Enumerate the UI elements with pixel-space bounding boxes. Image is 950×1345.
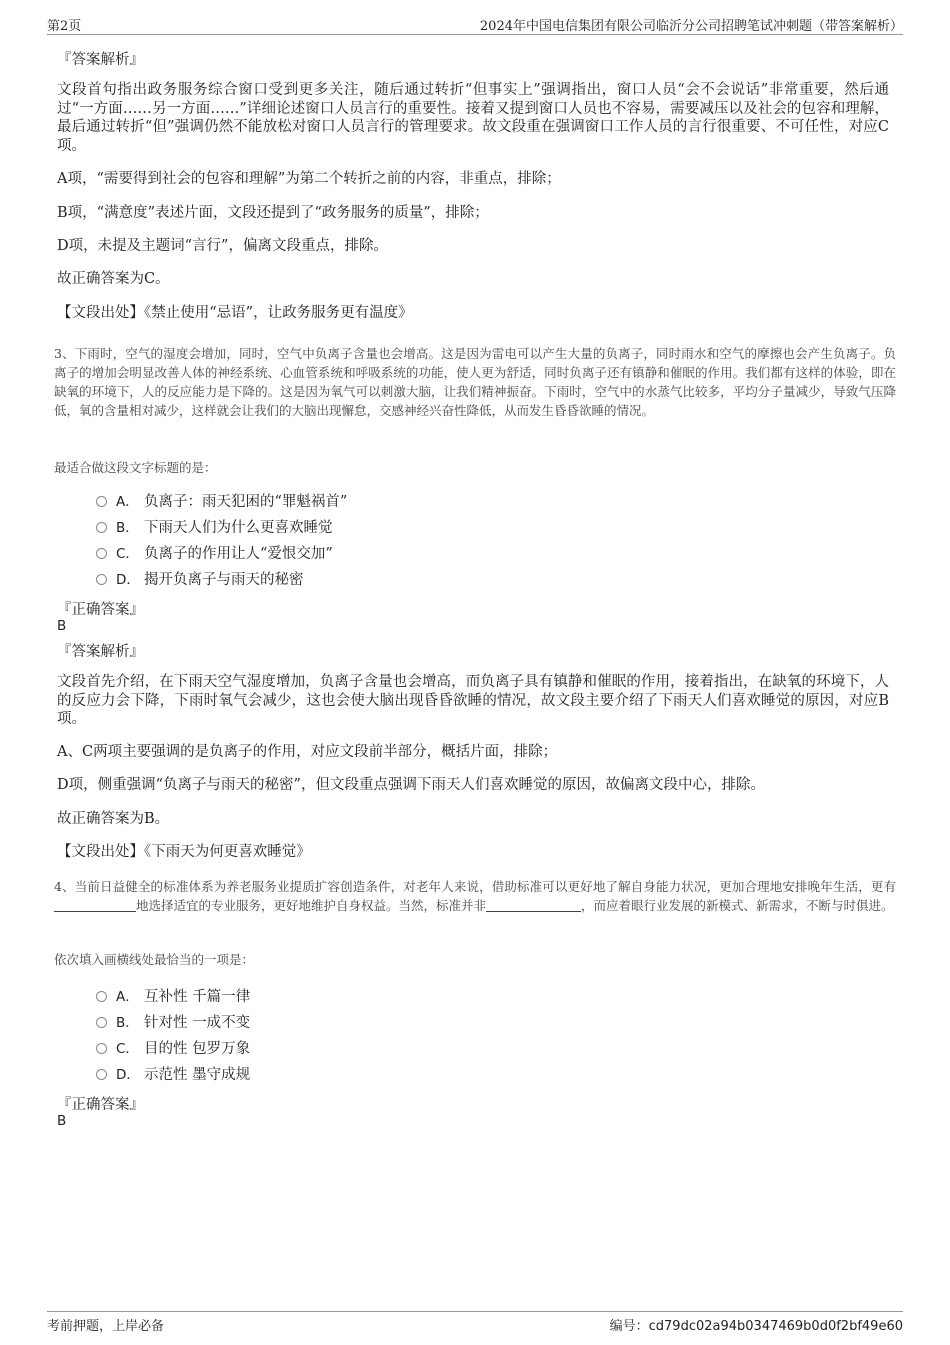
radio-icon[interactable]	[96, 1043, 107, 1054]
q3-option-a-text: 负离子：雨天犯困的“罪魁祸首”	[144, 494, 348, 510]
q4-correct-answer: B	[57, 1113, 67, 1129]
q3-question-text: 3、下雨时，空气的湿度会增加，同时，空气中负离子含量也会增高。这是因为雷电可以产生大量的负离子，同时雨水和空气的摩擦也会产生负离子。负离子的增加会明显改善人体的神经系统、心血管系统和呼吸系统的功能，使人更为舒适，同时负离子还有镇静和催眠的作用。我们都有这样的体验，即在缺氧的环境下，人的反应能力是下降的。这是因为氧气可以刺激大脑，让我们精神振奋。下雨时，空气中的水蒸气比较多，平均分子量减少，导致气压降低，氧的含量相对减少，这样就会让我们的大脑出现懈怠，交感神经兴奋性降低，从而发生昏昏欲睡的情况。	[54, 346, 896, 418]
q3-option-d[interactable]: D． 揭开负离子与雨天的秘密	[96, 570, 304, 590]
q4-option-d-text: 示范性 墨守成规	[144, 1067, 251, 1083]
q4-option-d[interactable]: D． 示范性 墨守成规	[96, 1065, 250, 1085]
radio-icon[interactable]	[96, 574, 107, 585]
q3-option-b-text: 下雨天人们为什么更喜欢睡觉	[144, 520, 333, 536]
radio-icon[interactable]	[96, 1017, 107, 1028]
blank-1	[54, 899, 136, 912]
page-footer	[47, 1311, 903, 1336]
document-code: 编号：cd79dc02a94b0347469b0d0f2bf49e60	[609, 1319, 903, 1334]
q4-option-a[interactable]: A． 互补性 千篇一律	[96, 987, 250, 1007]
q3-option-d-text: 揭开负离子与雨天的秘密	[144, 572, 304, 588]
page-header	[47, 14, 903, 35]
radio-icon[interactable]	[96, 496, 107, 507]
q4-option-c[interactable]: C． 目的性 包罗万象	[96, 1039, 250, 1059]
q2-note-b: B项，“满意度”表述片面，文段还提到了“政务服务的质量”，排除；	[57, 205, 489, 221]
q2-source: 【文段出处】《禁止使用“忌语”，让政务服务更有温度》	[57, 305, 413, 321]
q3-option-b[interactable]: B． 下雨天人们为什么更喜欢睡觉	[96, 518, 333, 538]
q4-question-text: 4、当前日益健全的标准体系为养老服务业提质扩容创造条件，对老年人来说，借助标准可以更好地了解自身能力状况，更加合理地安排晚年生活，更有地选择适宜的专业服务，更好地维护自身权益。当然，标准并非 ，而应着眼行业发展的新模式、新需求，不断与时俱进。	[54, 879, 896, 913]
radio-icon[interactable]	[96, 1069, 107, 1080]
q3-analysis-text: 文段首先介绍，在下雨天空气湿度增加，负离子含量也会增高，而负离子具有镇静和催眠的作用，接着指出，在缺氧的环境下，人的反应力会下降，下雨时氧气会减少，这也会使大脑出现昏昏欲睡的情况，故文段主要介绍了下雨天人们喜欢睡觉的原因，对应B项。	[57, 674, 889, 727]
q3-correct-answer: B	[57, 618, 67, 634]
q3-source: 【文段出处】《下雨天为何更喜欢睡觉》	[57, 844, 311, 860]
q2-note-d: D项，未提及主题词“言行”，偏离文段重点，排除。	[57, 238, 388, 254]
page-number: 第2页	[47, 19, 82, 34]
q3-correct-label: 『正确答案』	[57, 602, 144, 618]
q3-option-c-text: 负离子的作用让人“爱恨交加”	[144, 546, 333, 562]
blank-2	[486, 899, 581, 912]
radio-icon[interactable]	[96, 522, 107, 533]
q3-conclusion: 故正确答案为B。	[57, 811, 170, 827]
document-title: 2024年中国电信集团有限公司临沂分公司招聘笔试冲刺题（带答案解析）	[479, 19, 903, 34]
q4-option-b-text: 针对性 一成不变	[144, 1015, 251, 1031]
radio-icon[interactable]	[96, 548, 107, 559]
q3-option-a[interactable]: A． 负离子：雨天犯困的“罪魁祸首”	[96, 492, 347, 512]
q2-analysis-label: 『答案解析』	[57, 52, 144, 68]
q4-option-a-text: 互补性 千篇一律	[144, 989, 251, 1005]
q4-correct-label: 『正确答案』	[57, 1097, 144, 1113]
q2-conclusion: 故正确答案为C。	[57, 271, 170, 287]
q4-option-c-text: 目的性 包罗万象	[144, 1041, 251, 1057]
q3-prompt: 最适合做这段文字标题的是：	[54, 460, 217, 475]
radio-icon[interactable]	[96, 991, 107, 1002]
q3-option-c[interactable]: C． 负离子的作用让人“爱恨交加”	[96, 544, 333, 564]
q3-analysis-label: 『答案解析』	[57, 644, 144, 660]
q3-note-d: D项，侧重强调“负离子与雨天的秘密”，但文段重点强调下雨天人们喜欢睡觉的原因，故偏离文段中心，排除。	[57, 777, 765, 793]
q3-note-ac: A、C两项主要强调的是负离子的作用，对应文段前半部分，概括片面，排除；	[57, 744, 558, 760]
footer-slogan: 考前押题，上岸必备	[47, 1319, 165, 1334]
q4-prompt: 依次填入画横线处最恰当的一项是：	[54, 952, 255, 967]
q4-option-b[interactable]: B． 针对性 一成不变	[96, 1013, 250, 1033]
q2-analysis-text: 文段首句指出政务服务综合窗口受到更多关注，随后通过转折“但事实上”强调指出，窗口人员“会不会说话”非常重要，然后通过“一方面……另一方面……”详细论述窗口人员言行的重要性。接着又提到窗口人员也不容易，需要减压以及社会的包容和理解，最后通过转折“但”强调仍然不能放松对窗口人员言行的管理要求。故文段重在强调窗口工作人员的言行很重要、不可任性，对应C项。	[57, 82, 889, 154]
q2-note-a: A项，“需要得到社会的包容和理解”为第二个转折之前的内容，非重点，排除；	[57, 171, 561, 187]
